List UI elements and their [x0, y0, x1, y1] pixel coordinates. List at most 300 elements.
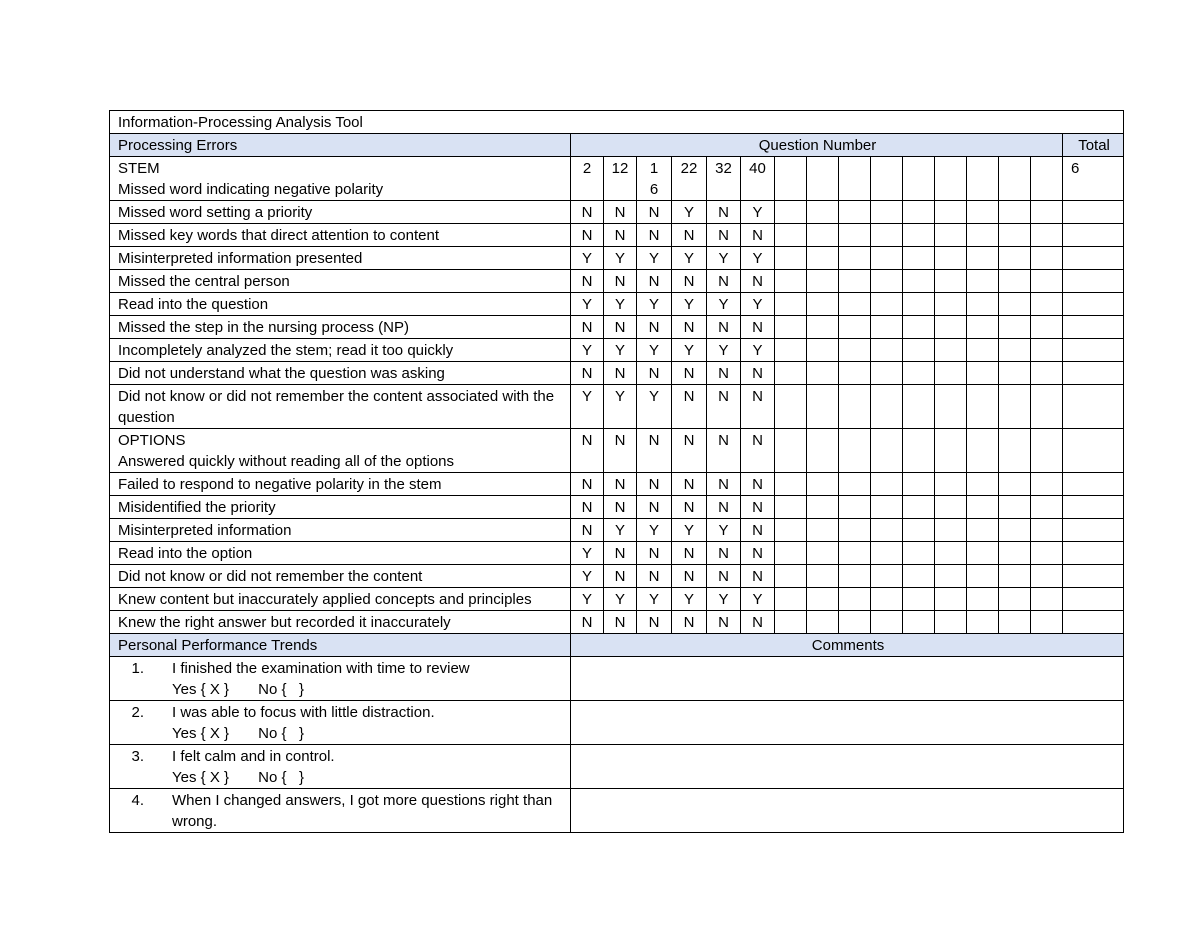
- answer-cell: N: [672, 542, 707, 565]
- answer-cell: [839, 542, 871, 565]
- error-label: Read into the option: [110, 542, 571, 565]
- answer-cell: [1031, 224, 1063, 247]
- answer-cell: N: [604, 611, 637, 634]
- answer-cell: [1031, 496, 1063, 519]
- answer-cell: Y: [741, 201, 775, 224]
- answer-cell: Y: [707, 588, 741, 611]
- answer-cell: [1031, 588, 1063, 611]
- answer-cell: [903, 542, 935, 565]
- answer-cell: [839, 224, 871, 247]
- answer-cell: N: [741, 316, 775, 339]
- answer-cell: N: [672, 565, 707, 588]
- answer-cell: [839, 339, 871, 362]
- answer-cell: [871, 429, 903, 473]
- answer-cell: [839, 519, 871, 542]
- answer-cell: [871, 565, 903, 588]
- answer-cell: N: [637, 611, 672, 634]
- answer-cell: [935, 270, 967, 293]
- answer-cell: [775, 247, 807, 270]
- performance-row: [110, 701, 1124, 745]
- answer-cell: N: [637, 316, 672, 339]
- answer-cell: Y: [604, 247, 637, 270]
- question-number-cell: 32: [707, 157, 741, 201]
- answer-cell: [935, 362, 967, 385]
- answer-cell: [1031, 339, 1063, 362]
- total-cell: [1063, 429, 1124, 473]
- answer-cell: N: [604, 270, 637, 293]
- answer-cell: [1031, 247, 1063, 270]
- answer-cell: [775, 429, 807, 473]
- total-cell: [1063, 339, 1124, 362]
- answer-cell: [1031, 201, 1063, 224]
- answer-cell: [775, 293, 807, 316]
- answer-cell: [967, 519, 999, 542]
- answer-cell: [839, 588, 871, 611]
- answer-cell: N: [637, 270, 672, 293]
- answer-cell: N: [741, 496, 775, 519]
- yes-no-answer: Yes { X } No { }: [172, 769, 305, 786]
- answer-cell: [999, 316, 1031, 339]
- error-label: Missed word setting a priority: [110, 201, 571, 224]
- table-row: [110, 224, 1124, 247]
- table-row: [110, 362, 1124, 385]
- answer-cell: [903, 293, 935, 316]
- item-text: When I changed answers, I got more questions right than wrong.: [172, 792, 553, 830]
- question-number-cell: 40: [741, 157, 775, 201]
- answer-cell: Y: [604, 519, 637, 542]
- error-label: Knew content but inaccurately applied concepts and principles: [110, 588, 571, 611]
- answer-cell: [871, 473, 903, 496]
- answer-cell: N: [672, 316, 707, 339]
- answer-cell: [1031, 565, 1063, 588]
- answer-cell: [807, 429, 839, 473]
- answer-cell: Y: [637, 339, 672, 362]
- answer-cell: N: [571, 496, 604, 519]
- answer-cell: N: [707, 316, 741, 339]
- answer-cell: [935, 429, 967, 473]
- answer-cell: [903, 565, 935, 588]
- answer-cell: [871, 385, 903, 429]
- answer-cell: N: [707, 611, 741, 634]
- answer-cell: N: [707, 473, 741, 496]
- answer-cell: [807, 362, 839, 385]
- answer-cell: [935, 224, 967, 247]
- total-cell: [1063, 201, 1124, 224]
- answer-cell: [807, 201, 839, 224]
- answer-cell: N: [707, 362, 741, 385]
- answer-cell: Y: [571, 385, 604, 429]
- answer-cell: [807, 385, 839, 429]
- answer-cell: [1031, 316, 1063, 339]
- analysis-table: [109, 110, 1124, 833]
- question-number-cell: [903, 157, 935, 201]
- answer-cell: [903, 611, 935, 634]
- answer-cell: [967, 362, 999, 385]
- yes-no-answer: Yes { X } No { }: [172, 725, 305, 742]
- answer-cell: Y: [707, 519, 741, 542]
- answer-cell: Y: [672, 201, 707, 224]
- item-number: 1.: [131, 660, 144, 677]
- answer-cell: [903, 247, 935, 270]
- answer-cell: N: [672, 224, 707, 247]
- answer-cell: [903, 429, 935, 473]
- error-label: OPTIONS Answered quickly without reading all of the options: [110, 429, 571, 473]
- error-label: Misidentified the priority: [110, 496, 571, 519]
- answer-cell: [999, 224, 1031, 247]
- total-cell: [1063, 316, 1124, 339]
- answer-cell: N: [637, 496, 672, 519]
- answer-cell: N: [741, 611, 775, 634]
- answer-cell: [967, 339, 999, 362]
- answer-cell: [903, 270, 935, 293]
- answer-cell: [1031, 542, 1063, 565]
- total-cell: [1063, 565, 1124, 588]
- answer-cell: [967, 316, 999, 339]
- answer-cell: [871, 611, 903, 634]
- answer-cell: [935, 385, 967, 429]
- answer-cell: N: [604, 201, 637, 224]
- answer-cell: [903, 224, 935, 247]
- answer-cell: N: [741, 385, 775, 429]
- answer-cell: [935, 519, 967, 542]
- performance-row: [110, 657, 1124, 701]
- answer-cell: [871, 519, 903, 542]
- answer-cell: [807, 611, 839, 634]
- answer-cell: N: [672, 270, 707, 293]
- error-label: STEM Missed word indicating negative polarity: [110, 157, 571, 201]
- total-cell: [1063, 588, 1124, 611]
- answer-cell: N: [571, 519, 604, 542]
- answer-cell: N: [604, 429, 637, 473]
- table-row: [110, 247, 1124, 270]
- answer-cell: [871, 293, 903, 316]
- answer-cell: [999, 385, 1031, 429]
- answer-cell: N: [741, 519, 775, 542]
- answer-cell: N: [637, 429, 672, 473]
- answer-cell: [1031, 611, 1063, 634]
- answer-cell: [903, 339, 935, 362]
- performance-trends-header: Personal Performance Trends: [110, 634, 571, 657]
- answer-cell: N: [707, 385, 741, 429]
- answer-cell: [839, 270, 871, 293]
- answer-cell: [839, 362, 871, 385]
- question-number-cell: [807, 157, 839, 201]
- answer-cell: N: [672, 496, 707, 519]
- item-text: I was able to focus with little distraction.: [172, 704, 435, 721]
- table-row: [110, 611, 1124, 634]
- answer-cell: [839, 496, 871, 519]
- answer-cell: [807, 247, 839, 270]
- question-number-cell: 1 6: [637, 157, 672, 201]
- answer-cell: [775, 588, 807, 611]
- answer-cell: Y: [604, 293, 637, 316]
- answer-cell: N: [637, 201, 672, 224]
- answer-cell: Y: [672, 588, 707, 611]
- answer-cell: N: [571, 201, 604, 224]
- item-number: 2.: [131, 704, 144, 721]
- question-number-cell: [999, 157, 1031, 201]
- answer-cell: N: [707, 542, 741, 565]
- answer-cell: N: [672, 611, 707, 634]
- answer-cell: [775, 519, 807, 542]
- answer-cell: [935, 473, 967, 496]
- answer-cell: N: [741, 224, 775, 247]
- answer-cell: Y: [637, 293, 672, 316]
- error-label: Did not know or did not remember the content: [110, 565, 571, 588]
- answer-cell: N: [604, 542, 637, 565]
- total-cell: 6: [1063, 157, 1124, 201]
- answer-cell: [839, 473, 871, 496]
- answer-cell: [935, 201, 967, 224]
- answer-cell: [903, 519, 935, 542]
- answer-cell: Y: [571, 588, 604, 611]
- answer-cell: [871, 339, 903, 362]
- question-number-cell: 12: [604, 157, 637, 201]
- answer-cell: Y: [707, 339, 741, 362]
- table-row: [110, 519, 1124, 542]
- answer-cell: [935, 316, 967, 339]
- answer-cell: [999, 339, 1031, 362]
- answer-cell: [839, 293, 871, 316]
- answer-cell: [807, 496, 839, 519]
- answer-cell: Y: [741, 247, 775, 270]
- total-cell: [1063, 362, 1124, 385]
- answer-cell: Y: [571, 293, 604, 316]
- answer-cell: [807, 270, 839, 293]
- answer-cell: Y: [637, 588, 672, 611]
- answer-cell: [807, 542, 839, 565]
- answer-cell: [1031, 293, 1063, 316]
- answer-cell: Y: [707, 247, 741, 270]
- answer-cell: [871, 247, 903, 270]
- answer-cell: [935, 542, 967, 565]
- error-label: Missed the step in the nursing process (NP): [110, 316, 571, 339]
- answer-cell: [999, 496, 1031, 519]
- question-number-cell: [935, 157, 967, 201]
- answer-cell: [807, 519, 839, 542]
- answer-cell: [903, 496, 935, 519]
- answer-cell: N: [672, 362, 707, 385]
- answer-cell: N: [571, 429, 604, 473]
- processing-errors-header: Processing Errors: [110, 134, 571, 157]
- answer-cell: N: [707, 496, 741, 519]
- answer-cell: [999, 542, 1031, 565]
- answer-cell: N: [672, 429, 707, 473]
- answer-cell: [1031, 270, 1063, 293]
- performance-header-row: [110, 634, 1124, 657]
- answer-cell: N: [672, 473, 707, 496]
- answer-cell: [935, 247, 967, 270]
- answer-cell: N: [571, 362, 604, 385]
- answer-cell: [839, 247, 871, 270]
- answer-cell: N: [571, 224, 604, 247]
- answer-cell: [775, 270, 807, 293]
- answer-cell: N: [571, 270, 604, 293]
- answer-cell: [903, 201, 935, 224]
- answer-cell: [807, 565, 839, 588]
- answer-cell: [807, 339, 839, 362]
- question-number-cell: 22: [672, 157, 707, 201]
- performance-item: [110, 701, 571, 745]
- comments-header: Comments: [571, 634, 1124, 657]
- error-label: Knew the right answer but recorded it inaccurately: [110, 611, 571, 634]
- answer-cell: [775, 611, 807, 634]
- answer-cell: [839, 611, 871, 634]
- answer-cell: N: [637, 542, 672, 565]
- question-number-header: Question Number: [571, 134, 1063, 157]
- answer-cell: [871, 270, 903, 293]
- answer-cell: [871, 542, 903, 565]
- answer-cell: [775, 565, 807, 588]
- answer-cell: [871, 224, 903, 247]
- answer-cell: [1031, 519, 1063, 542]
- total-cell: [1063, 270, 1124, 293]
- table-row: [110, 157, 1124, 201]
- answer-cell: [967, 542, 999, 565]
- total-cell: [1063, 224, 1124, 247]
- answer-cell: [999, 270, 1031, 293]
- answer-cell: N: [741, 542, 775, 565]
- table-row: [110, 201, 1124, 224]
- answer-cell: N: [604, 224, 637, 247]
- total-cell: [1063, 496, 1124, 519]
- answer-cell: N: [741, 429, 775, 473]
- answer-cell: N: [707, 270, 741, 293]
- answer-cell: [839, 201, 871, 224]
- answer-cell: [967, 565, 999, 588]
- answer-cell: N: [604, 496, 637, 519]
- item-text: I felt calm and in control.: [172, 748, 335, 765]
- answer-cell: N: [741, 270, 775, 293]
- answer-cell: N: [637, 565, 672, 588]
- total-header: Total: [1063, 134, 1124, 157]
- answer-cell: N: [741, 473, 775, 496]
- question-number-cell: [967, 157, 999, 201]
- answer-cell: [871, 496, 903, 519]
- answer-cell: Y: [604, 339, 637, 362]
- comment-cell: [571, 745, 1124, 789]
- answer-cell: N: [637, 473, 672, 496]
- answer-cell: [999, 588, 1031, 611]
- total-cell: [1063, 473, 1124, 496]
- answer-cell: Y: [571, 565, 604, 588]
- total-cell: [1063, 293, 1124, 316]
- answer-cell: [999, 429, 1031, 473]
- error-label: Misinterpreted information presented: [110, 247, 571, 270]
- answer-cell: [999, 473, 1031, 496]
- answer-cell: [935, 293, 967, 316]
- table-row: [110, 316, 1124, 339]
- answer-cell: N: [571, 473, 604, 496]
- answer-cell: Y: [672, 339, 707, 362]
- answer-cell: [775, 362, 807, 385]
- item-number: 4.: [131, 792, 144, 809]
- answer-cell: [967, 611, 999, 634]
- answer-cell: [903, 362, 935, 385]
- question-number-cell: [1031, 157, 1063, 201]
- answer-cell: [839, 429, 871, 473]
- answer-cell: [775, 542, 807, 565]
- answer-cell: [967, 385, 999, 429]
- answer-cell: [871, 362, 903, 385]
- answer-cell: Y: [571, 339, 604, 362]
- answer-cell: [999, 519, 1031, 542]
- answer-cell: Y: [637, 385, 672, 429]
- answer-cell: [1031, 362, 1063, 385]
- answer-cell: [967, 270, 999, 293]
- comment-cell: [571, 657, 1124, 701]
- answer-cell: [775, 496, 807, 519]
- answer-cell: N: [707, 201, 741, 224]
- table-title: Information-Processing Analysis Tool: [110, 111, 1124, 134]
- answer-cell: Y: [604, 588, 637, 611]
- table-row: [110, 270, 1124, 293]
- answer-cell: Y: [741, 339, 775, 362]
- answer-cell: [839, 385, 871, 429]
- answer-cell: [775, 224, 807, 247]
- table-row: [110, 293, 1124, 316]
- answer-cell: [807, 293, 839, 316]
- answer-cell: Y: [707, 293, 741, 316]
- answer-cell: [935, 496, 967, 519]
- answer-cell: N: [604, 316, 637, 339]
- answer-cell: [871, 588, 903, 611]
- answer-cell: [775, 201, 807, 224]
- answer-cell: N: [604, 473, 637, 496]
- answer-cell: [967, 473, 999, 496]
- total-cell: [1063, 519, 1124, 542]
- answer-cell: [775, 385, 807, 429]
- answer-cell: [935, 588, 967, 611]
- answer-cell: [935, 339, 967, 362]
- total-cell: [1063, 611, 1124, 634]
- answer-cell: [999, 565, 1031, 588]
- answer-cell: Y: [672, 293, 707, 316]
- error-label: Missed key words that direct attention to content: [110, 224, 571, 247]
- answer-cell: [903, 316, 935, 339]
- answer-cell: Y: [741, 293, 775, 316]
- answer-cell: [935, 565, 967, 588]
- table-row: [110, 429, 1124, 473]
- item-number: 3.: [131, 748, 144, 765]
- answer-cell: N: [741, 362, 775, 385]
- item-text: I finished the examination with time to review: [172, 660, 470, 677]
- answer-cell: [999, 247, 1031, 270]
- question-number-cell: [871, 157, 903, 201]
- performance-row: [110, 789, 1124, 833]
- answer-cell: [999, 293, 1031, 316]
- table-row: [110, 339, 1124, 362]
- answer-cell: [871, 316, 903, 339]
- answer-cell: N: [741, 565, 775, 588]
- answer-cell: [967, 496, 999, 519]
- performance-item: [110, 657, 571, 701]
- answer-cell: Y: [672, 519, 707, 542]
- table-row: [110, 542, 1124, 565]
- title-row: [110, 111, 1124, 134]
- answer-cell: [967, 429, 999, 473]
- table-row: [110, 565, 1124, 588]
- answer-cell: [807, 316, 839, 339]
- header-row: [110, 134, 1124, 157]
- table-row: [110, 473, 1124, 496]
- total-cell: [1063, 542, 1124, 565]
- answer-cell: [1031, 473, 1063, 496]
- answer-cell: N: [707, 224, 741, 247]
- answer-cell: [775, 339, 807, 362]
- answer-cell: N: [637, 362, 672, 385]
- answer-cell: [999, 201, 1031, 224]
